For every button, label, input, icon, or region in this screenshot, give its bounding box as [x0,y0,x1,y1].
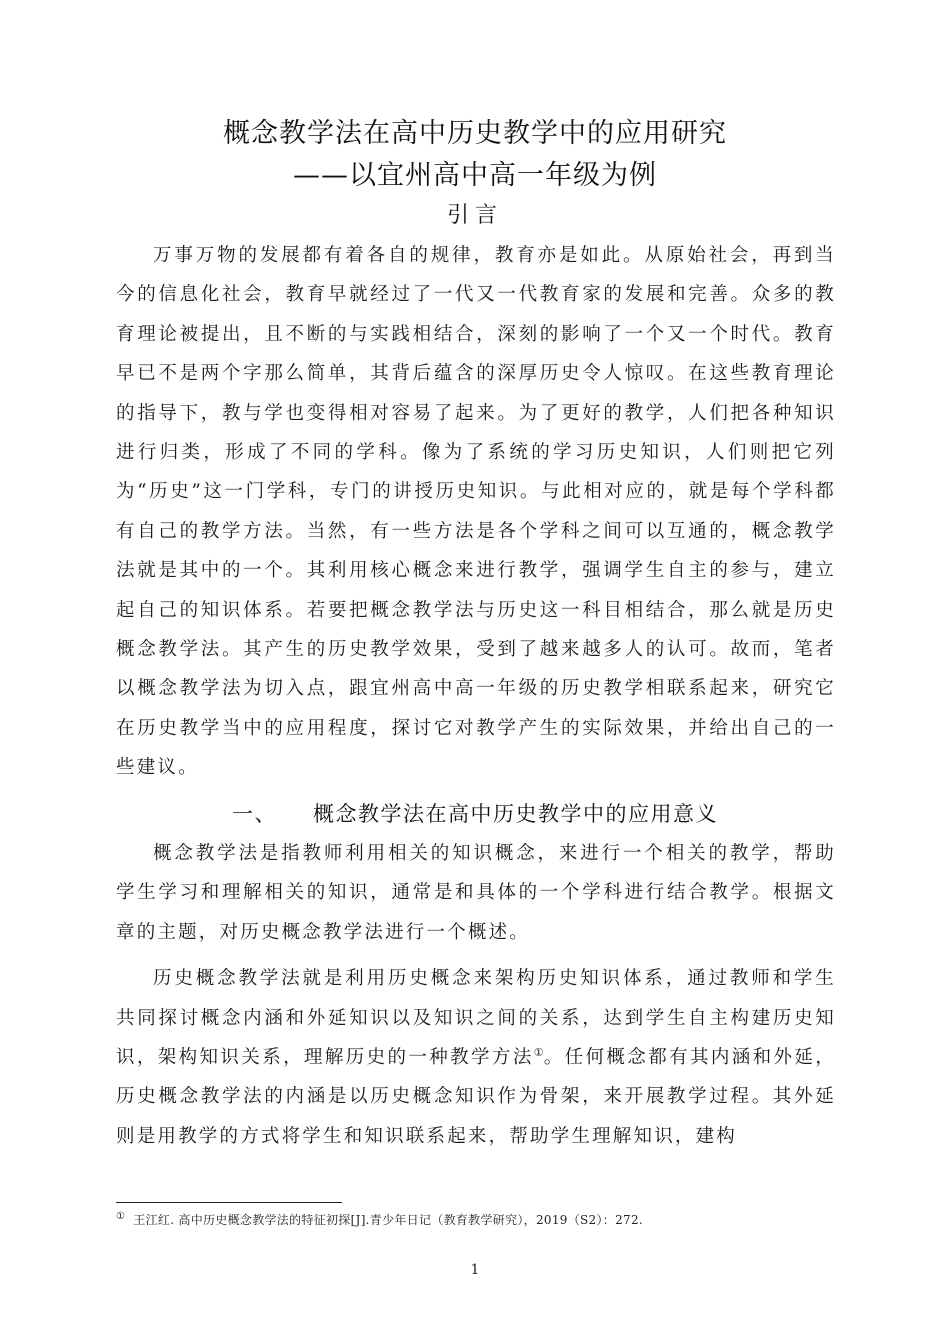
footnote-divider [116,1202,342,1203]
intro-body [116,236,836,788]
paragraph-2-text-after-ref: 。任何概念都有其内涵和外延，历史概念教学法的内涵是以历史概念知识作为骨架，来开展教学过程。其外延则是用教学的方式将学生和知识联系起来，帮助学生理解知识，建构 [116,1047,836,1147]
page-number: 1 [470,1262,480,1278]
subtitle: ——以宜州高中高一年级为例 [293,160,657,191]
section-1-heading [0,794,950,834]
section-1-body [116,834,836,1156]
footnote-mark: ① [116,1211,126,1222]
footnote-text: 王江红. 高中历史概念教学法的特征初探[J].青少年日记（教育教学研究），2019（S2）：272. [133,1213,643,1227]
intro-paragraph: 万事万物的发展都有着各自的规律，教育亦是如此。从原始社会，再到当今的信息化社会，教育早就经过了一代又一代教育家的发展和完善。众多的教育理论被提出，且不断的与实践相结合，深刻的影响了一个又一个时代。教育早已不是两个字那么简单，其背后蕴含的深厚历史令人惊叹。在这些教育理论的指导下，教与学也变得相对容易了起来。为了更好的教学，人们把各种知识进行归类，形成了不同的学科。像为了系统的学习历史知识，人们则把它列为“历史”这一门学科，专门的讲授历史知识。与此相对应的，就是每个学科都有自己的教学方法。当然，有一些方法是各个学科之间可以互通的，概念教学法就是其中的一个。其利用核心概念来进行教学，强调学生自主的参与，建立起自己的知识体系。若要把概念教学法与历史这一科目相结合，那么就是历史概念教学法。其产生的历史教学效果，受到了越来越多人的认可。故而，笔者以概念教学法为切入点，跟宜州高中高一年级的历史教学相联系起来，研究它在历史教学当中的应用程度，探讨它对教学产生的实际效果，并给出自己的一些建议。 [116,245,836,779]
section-1-number: 一、 [232,802,277,826]
section-1-title: 概念教学法在高中历史教学中的应用意义 [313,802,718,826]
footnote [116,1210,836,1230]
title-block [0,112,950,236]
main-title: 概念教学法在高中历史教学中的应用研究 [223,118,727,149]
intro-heading: 引言 [446,203,503,228]
section-1-paragraph-1: 概念教学法是指教师利用相关的知识概念，来进行一个相关的教学，帮助学生学习和理解相关的知识，通常是和具体的一个学科进行结合教学。根据文章的主题，对历史概念教学法进行一个概述。 [116,843,836,943]
paragraph-2-text-before-ref: 历史概念教学法就是利用历史概念来架构历史知识体系，通过教师和学生共同探讨概念内涵和外延知识以及知识之间的关系，达到学生自主构建历史知识，架构知识关系，理解历史的一种教学方法 [116,968,836,1069]
section-1-paragraph-2 [116,959,836,1156]
footnote-reference[interactable]: ① [533,1045,544,1059]
